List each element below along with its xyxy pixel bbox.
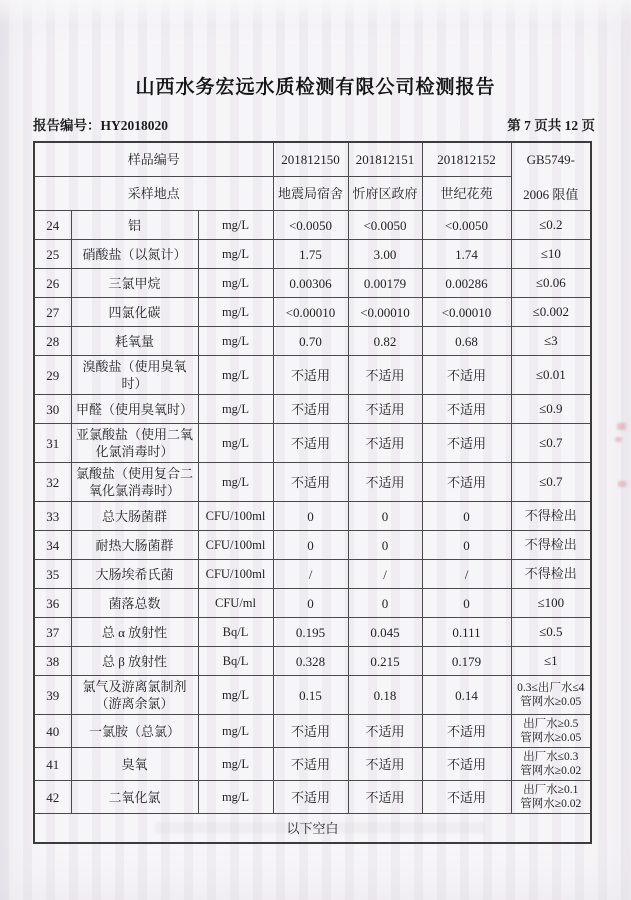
table-footer-section	[34, 814, 591, 844]
sample3-value-cell: 0.111	[422, 618, 511, 647]
unit-cell: CFU/100ml	[198, 560, 273, 589]
sample1-value-cell: 不适用	[273, 715, 348, 748]
unit-cell: mg/L	[198, 356, 273, 395]
sample1-value-cell: 0.195	[273, 618, 348, 647]
sample-id-cell-1: 201812150	[273, 142, 348, 177]
limit-cell	[511, 748, 591, 781]
limit-cell	[511, 211, 591, 240]
row-number-cell: 25	[34, 240, 71, 269]
limit-line1: 出厂水≤0.3	[523, 751, 579, 763]
limit-cell	[511, 269, 591, 298]
sample3-value-cell: 0	[422, 502, 511, 531]
sample3-value-cell: 0	[422, 531, 511, 560]
sample2-value-cell: 不适用	[348, 748, 422, 781]
sample3-value-cell: 不适用	[422, 715, 511, 748]
sample-id-cell-3: 201812152	[422, 142, 511, 177]
limit-line1: 不得检出	[524, 566, 577, 581]
unit-cell: mg/L	[198, 298, 273, 327]
unit-cell: mg/L	[198, 211, 273, 240]
sample2-value-cell: 0	[348, 531, 422, 560]
limit-cell	[511, 647, 591, 676]
unit-cell: mg/L	[198, 781, 273, 814]
sample2-value-cell: /	[348, 560, 422, 589]
sample3-value-cell: 不适用	[422, 356, 511, 395]
parameter-name-cell: 耗氧量	[71, 327, 198, 356]
parameter-name-cell: 四氯化碳	[71, 298, 198, 327]
limit-line1: ≤1	[543, 653, 558, 668]
site-cell-3: 世纪花苑	[422, 177, 511, 211]
report-title: 山西水务宏远水质检测有限公司检测报告	[135, 77, 496, 98]
sample1-value-cell: 不适用	[273, 395, 348, 424]
row-number-cell: 30	[34, 395, 71, 424]
parameter-name-cell: 亚氯酸盐（使用二氧化氯消毒时）	[71, 424, 198, 463]
sample2-value-cell: 不适用	[348, 715, 422, 748]
row-number-cell: 35	[34, 560, 71, 589]
sample3-value-cell: <0.00010	[422, 298, 511, 327]
row-number-cell: 34	[34, 531, 71, 560]
results-table	[33, 141, 592, 844]
sample3-value-cell: 0.14	[422, 676, 511, 715]
sample2-value-cell: 3.00	[348, 240, 422, 269]
unit-cell: mg/L	[198, 424, 273, 463]
row-number-cell: 39	[34, 676, 71, 715]
row-number-cell: 42	[34, 781, 71, 814]
row-number-cell: 28	[34, 327, 71, 356]
limit-cell	[511, 298, 591, 327]
parameter-name-cell: 总 β 放射性	[71, 647, 198, 676]
table-header-section	[34, 142, 591, 211]
sample3-value-cell: 0	[422, 589, 511, 618]
unit-cell: mg/L	[198, 676, 273, 715]
row-number-cell: 29	[34, 356, 71, 395]
limit-cell	[511, 424, 591, 463]
sample2-value-cell: 不适用	[348, 781, 422, 814]
sample-id-label-cell: 样品编号	[34, 142, 273, 177]
parameter-name-cell: 溴酸盐（使用臭氧时）	[71, 356, 198, 395]
limit-line1: 出厂水≥0.1	[523, 784, 579, 796]
sample3-value-cell: 不适用	[422, 781, 511, 814]
sample1-value-cell: 0	[273, 589, 348, 618]
limit-line1: ≤0.002	[532, 304, 569, 319]
table-row	[34, 211, 591, 240]
sample3-value-cell: 不适用	[422, 424, 511, 463]
table-row	[34, 748, 591, 781]
table-row	[34, 715, 591, 748]
sample2-value-cell: <0.0050	[348, 211, 422, 240]
row-number-cell: 26	[34, 269, 71, 298]
sample2-value-cell: 0	[348, 502, 422, 531]
limit-cell	[511, 589, 591, 618]
parameter-name-cell: 耐热大肠菌群	[71, 531, 198, 560]
limit-cell	[511, 395, 591, 424]
unit-cell: mg/L	[198, 269, 273, 298]
parameter-name-cell: 二氧化氯	[71, 781, 198, 814]
table-row	[34, 531, 591, 560]
unit-cell: CFU/100ml	[198, 531, 273, 560]
limit-line1: 出厂水≥0.5	[523, 718, 579, 730]
sampling-site-header-row	[34, 177, 591, 211]
table-row	[34, 781, 591, 814]
limit-line1: ≤0.06	[535, 275, 566, 290]
limit-line1: ≤3	[543, 333, 558, 348]
sample3-value-cell: /	[422, 560, 511, 589]
sample2-value-cell: 不适用	[348, 463, 422, 502]
sample1-value-cell: 0.70	[273, 327, 348, 356]
row-number-cell: 27	[34, 298, 71, 327]
table-row	[34, 395, 591, 424]
parameter-name-cell: 铝	[71, 211, 198, 240]
limit-cell	[511, 356, 591, 395]
parameter-name-cell: 氯酸盐（使用复合二氧化氯消毒时）	[71, 463, 198, 502]
limit-line1: ≤0.9	[539, 401, 563, 416]
sample1-value-cell: 0.15	[273, 676, 348, 715]
table-row	[34, 502, 591, 531]
sample-id-cell-2: 201812151	[348, 142, 422, 177]
sample3-value-cell: 不适用	[422, 395, 511, 424]
limit-cell	[511, 502, 591, 531]
table-row	[34, 269, 591, 298]
table-body-section	[34, 211, 591, 814]
unit-cell: Bq/L	[198, 647, 273, 676]
limit-cell	[511, 531, 591, 560]
parameter-name-cell: 甲醛（使用臭氧时）	[71, 395, 198, 424]
table-row	[34, 327, 591, 356]
limit-cell	[511, 715, 591, 748]
limit-line1: ≤0.7	[539, 435, 563, 450]
sample2-value-cell: 0.045	[348, 618, 422, 647]
sample2-value-cell: <0.00010	[348, 298, 422, 327]
sample1-value-cell: 不适用	[273, 781, 348, 814]
table-row	[34, 676, 591, 715]
sample3-value-cell: <0.0050	[422, 211, 511, 240]
sample2-value-cell: 0.00179	[348, 269, 422, 298]
table-row	[34, 424, 591, 463]
red-ink-dot	[617, 423, 626, 430]
unit-cell: Bq/L	[198, 618, 273, 647]
sample2-value-cell: 0	[348, 589, 422, 618]
limit-line1: ≤100	[537, 595, 565, 610]
limit-cell	[511, 463, 591, 502]
limit-header-line2: 2006 限值	[523, 186, 579, 202]
sample3-value-cell: 不适用	[422, 748, 511, 781]
table-row	[34, 589, 591, 618]
sample3-value-cell: 0.179	[422, 647, 511, 676]
limit-line2: 管网水≥0.05	[520, 732, 582, 744]
sample1-value-cell: <0.00010	[273, 298, 348, 327]
limit-header-cell	[511, 142, 591, 211]
row-number-cell: 41	[34, 748, 71, 781]
table-row	[34, 647, 591, 676]
sample3-value-cell: 0.68	[422, 327, 511, 356]
unit-cell: mg/L	[198, 240, 273, 269]
parameter-name-cell: 硝酸盐（以氮计）	[71, 240, 198, 269]
sample1-value-cell: 0	[273, 502, 348, 531]
parameter-name-cell: 总 α 放射性	[71, 618, 198, 647]
site-cell-2: 忻府区政府	[348, 177, 422, 211]
sample2-value-cell: 不适用	[348, 356, 422, 395]
sample2-value-cell: 0.18	[348, 676, 422, 715]
limit-cell	[511, 327, 591, 356]
parameter-name-cell: 总大肠菌群	[71, 502, 198, 531]
blank-note: 以下空白	[286, 820, 339, 836]
red-ink-artifact	[612, 415, 630, 510]
row-number-cell: 32	[34, 463, 71, 502]
row-number-cell: 40	[34, 715, 71, 748]
unit-cell: mg/L	[198, 395, 273, 424]
sample1-value-cell: 不适用	[273, 748, 348, 781]
parameter-name-cell: 臭氧	[71, 748, 198, 781]
parameter-name-cell: 三氯甲烷	[71, 269, 198, 298]
table-row	[34, 298, 591, 327]
sample1-value-cell: 不适用	[273, 463, 348, 502]
limit-line1: ≤0.5	[539, 624, 563, 639]
sample1-value-cell: /	[273, 560, 348, 589]
sample1-value-cell: 0.00306	[273, 269, 348, 298]
limit-line2: 管网水≥0.05	[520, 696, 582, 708]
sample1-value-cell: 不适用	[273, 424, 348, 463]
row-number-cell: 31	[34, 424, 71, 463]
sample1-value-cell: 1.75	[273, 240, 348, 269]
row-number-cell: 33	[34, 502, 71, 531]
sample2-value-cell: 不适用	[348, 424, 422, 463]
blank-row	[34, 814, 591, 844]
table-row	[34, 560, 591, 589]
parameter-name-cell: 一氯胺（总氯）	[71, 715, 198, 748]
page-indicator: 第 7 页共 12 页	[507, 118, 595, 133]
limit-line1: ≤0.7	[539, 474, 563, 489]
site-cell-1: 地震局宿舍	[273, 177, 348, 211]
limit-cell	[511, 618, 591, 647]
row-number-cell: 37	[34, 618, 71, 647]
sample1-value-cell: <0.0050	[273, 211, 348, 240]
limit-line1: ≤0.2	[539, 217, 563, 232]
sample1-value-cell: 0	[273, 531, 348, 560]
table-row	[34, 463, 591, 502]
limit-cell	[511, 676, 591, 715]
table-row	[34, 618, 591, 647]
table-row	[34, 356, 591, 395]
unit-cell: CFU/100ml	[198, 502, 273, 531]
sample-id-header-row	[34, 142, 591, 177]
sample3-value-cell: 0.00286	[422, 269, 511, 298]
red-ink-dot	[615, 437, 622, 442]
unit-cell: mg/L	[198, 748, 273, 781]
limit-line1: ≤0.01	[535, 367, 566, 382]
blank-filler-cell	[34, 814, 591, 844]
unit-cell: mg/L	[198, 327, 273, 356]
limit-cell	[511, 781, 591, 814]
limit-line1: 0.3≤出厂水≤4	[517, 682, 585, 694]
limit-line2: 管网水≥0.02	[520, 798, 582, 810]
parameter-name-cell: 氯气及游离氯制剂（游离余氯）	[71, 676, 198, 715]
unit-cell: CFU/ml	[198, 589, 273, 618]
table-row	[34, 240, 591, 269]
sample3-value-cell: 1.74	[422, 240, 511, 269]
unit-cell: mg/L	[198, 715, 273, 748]
limit-line1: 不得检出	[524, 537, 577, 552]
limit-cell	[511, 240, 591, 269]
sample1-value-cell: 不适用	[273, 356, 348, 395]
limit-line2: 管网水≥0.02	[520, 765, 582, 777]
limit-line1: ≤10	[540, 246, 561, 261]
site-label-cell: 采样地点	[34, 177, 273, 211]
limit-header-line1: GB5749-	[526, 151, 575, 167]
limit-cell	[511, 560, 591, 589]
sample1-value-cell: 0.328	[273, 647, 348, 676]
sample2-value-cell: 0.215	[348, 647, 422, 676]
sample3-value-cell: 不适用	[422, 463, 511, 502]
sample2-value-cell: 0.82	[348, 327, 422, 356]
row-number-cell: 38	[34, 647, 71, 676]
red-ink-dot	[618, 481, 626, 487]
limit-header-inner	[516, 149, 587, 205]
unit-cell: mg/L	[198, 463, 273, 502]
parameter-name-cell: 大肠埃希氏菌	[71, 560, 198, 589]
sample2-value-cell: 不适用	[348, 395, 422, 424]
report-info-row	[33, 114, 595, 134]
row-number-cell: 36	[34, 589, 71, 618]
parameter-name-cell: 菌落总数	[71, 589, 198, 618]
report-number: 报告编号：HY2018020	[33, 118, 168, 133]
row-number-cell: 24	[34, 211, 71, 240]
limit-line1: 不得检出	[524, 508, 577, 523]
